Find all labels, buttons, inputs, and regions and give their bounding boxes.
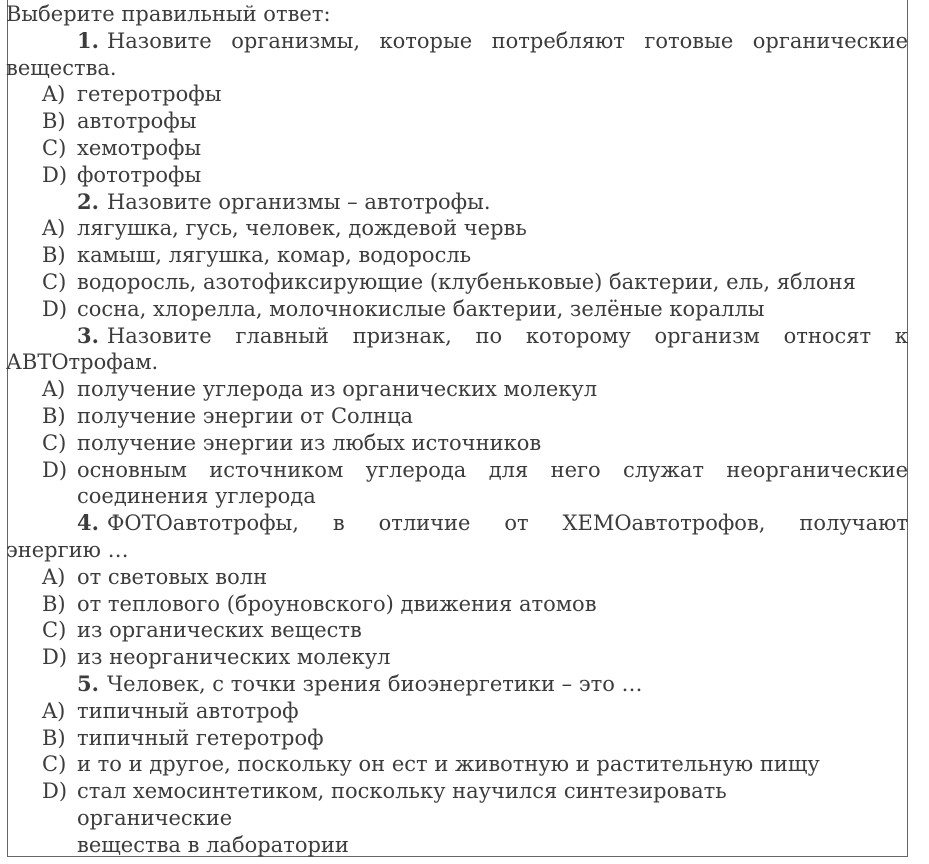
question-text: Назовите организмы, которые потребляют готовые органические [106, 28, 908, 53]
answer-option[interactable] [0, 698, 909, 725]
option-letter: B) [42, 109, 66, 134]
option-text-continuation: соединения углерода [77, 484, 316, 509]
question-3 [0, 323, 909, 350]
answer-option[interactable] [0, 617, 909, 644]
answer-option[interactable] [0, 591, 909, 618]
option-letter: C) [42, 752, 67, 777]
question-text: Человек, с точки зрения биоэнергетики – это … [106, 671, 643, 696]
question-4 [0, 510, 909, 537]
question-5 [0, 671, 909, 698]
answer-option[interactable] [0, 778, 909, 858]
answer-option[interactable] [0, 215, 909, 242]
option-text-continuation: вещества в лаборатории [77, 832, 349, 857]
option-text: водоросль, азотофиксирующие (клубеньковые) бактерии, ель, яблоня [77, 269, 856, 294]
option-letter: A) [42, 698, 66, 723]
option-letter: D) [42, 296, 68, 321]
option-text: гетеротрофы [77, 82, 222, 107]
option-text: типичный автотроф [77, 698, 299, 723]
option-text: лягушка, гусь, человек, дождевой червь [77, 216, 527, 241]
answer-option[interactable] [0, 108, 909, 135]
option-letter: A) [42, 82, 66, 107]
question-number: 3. [77, 322, 99, 348]
answer-option[interactable] [0, 644, 909, 671]
answer-option[interactable] [0, 564, 909, 591]
option-text: типичный гетеротроф [77, 725, 324, 750]
question-number: 4. [77, 510, 99, 536]
option-text: хемотрофы [77, 135, 202, 160]
answer-option[interactable] [0, 403, 909, 430]
option-text: получение энергии из любых источников [77, 430, 542, 455]
question-4-continuation: энергию … [6, 537, 129, 562]
option-letter: D) [42, 162, 68, 187]
option-text: из органических веществ [77, 618, 362, 643]
option-letter: B) [42, 403, 66, 428]
option-letter: A) [42, 216, 66, 241]
option-text: получение энергии от Солнца [77, 403, 414, 428]
option-letter: B) [42, 591, 66, 616]
question-text: Назовите главный признак, по которому организм относят к [106, 323, 908, 348]
instruction: Выберите правильный ответ: [6, 2, 331, 26]
option-text: фототрофы [77, 162, 202, 187]
question-number: 2. [77, 188, 99, 214]
answer-option[interactable] [0, 751, 909, 778]
option-text: основным источником углерода для него служат неорганические [77, 457, 908, 482]
answer-option[interactable] [0, 296, 909, 323]
option-text: из неорганических молекул [77, 645, 391, 670]
option-text: автотрофы [77, 109, 197, 134]
answer-option[interactable] [0, 162, 909, 189]
option-text: от световых волн [77, 564, 268, 589]
question-2 [0, 189, 909, 216]
question-3-continuation: АВТОтрофам. [6, 350, 159, 375]
question-text: ФОТОавтотрофы, в отличие от ХЕМОавтотрофов, получают [106, 511, 908, 536]
question-text: Назовите организмы – автотрофы. [106, 189, 491, 214]
question-number: 5. [77, 670, 99, 696]
answer-option[interactable] [0, 725, 909, 752]
option-text: сосна, хлорелла, молочнокислые бактерии, зелёные кораллы [77, 296, 765, 321]
option-letter: B) [42, 725, 66, 750]
answer-option[interactable] [0, 269, 909, 296]
option-letter: A) [42, 377, 66, 402]
option-text: камыш, лягушка, комар, водоросль [77, 243, 472, 268]
option-letter: C) [42, 269, 67, 294]
option-letter: C) [42, 618, 67, 643]
option-letter: D) [42, 645, 68, 670]
option-letter: D) [42, 779, 68, 804]
option-letter: A) [42, 564, 66, 589]
answer-option[interactable] [0, 430, 909, 457]
question-1-continuation: вещества. [6, 55, 117, 80]
option-letter: B) [42, 243, 66, 268]
answer-option[interactable] [0, 457, 909, 511]
answer-option[interactable] [0, 242, 909, 269]
option-letter: D) [42, 457, 68, 482]
answer-option[interactable] [0, 135, 909, 162]
option-text-continuation: органические [77, 805, 233, 830]
question-number: 1. [77, 27, 99, 53]
option-letter: C) [42, 430, 67, 455]
option-text: от теплового (броуновского) движения атомов [77, 591, 597, 616]
option-text: стал хемосинтетиком, поскольку научился синтезировать [77, 779, 727, 804]
option-text: получение углерода из органических молекул [77, 377, 598, 402]
answer-option[interactable] [0, 81, 909, 108]
answer-option[interactable] [0, 376, 909, 403]
question-1 [0, 28, 909, 55]
option-text: и то и другое, поскольку он ест и животную и растительную пищу [77, 752, 820, 777]
option-letter: C) [42, 135, 67, 160]
